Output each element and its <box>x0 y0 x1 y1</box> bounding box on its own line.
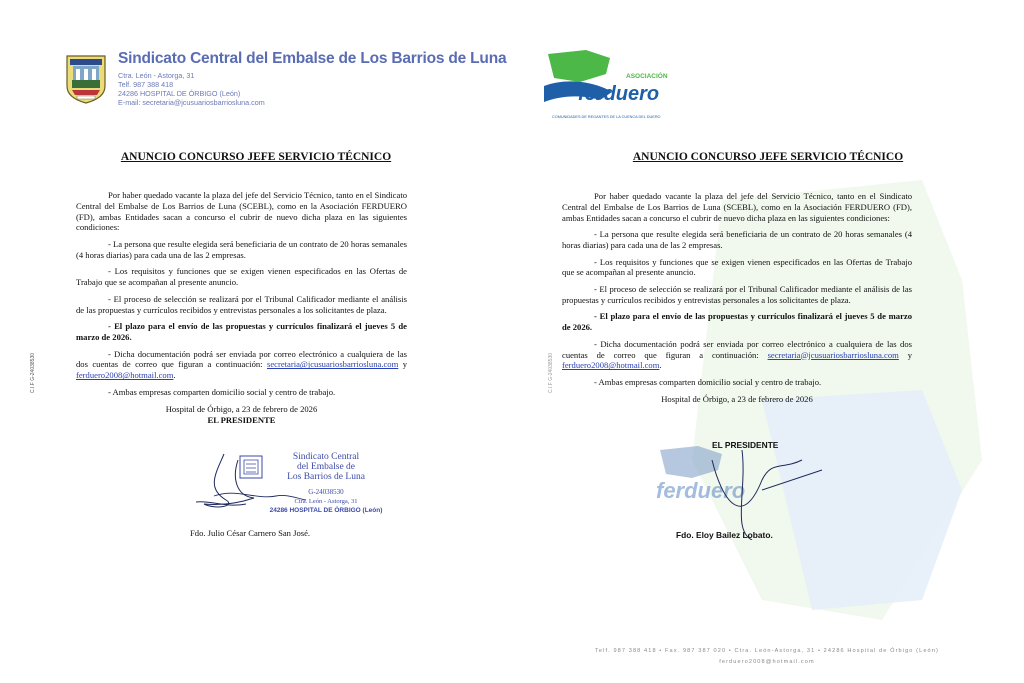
period: . <box>173 370 176 381</box>
org-name: Sindicato Central del Embalse de Los Barrios de Luna <box>118 50 507 67</box>
condition-selection: - El proceso de selección se realizará por el Tribunal Calificador mediante el análisis de las propuestas y currículos recibidos y entrevistas personales a los solicitantes de plaza. <box>76 293 407 315</box>
ferduero-logo <box>540 48 670 126</box>
page-footer <box>572 646 962 668</box>
date-line: Hospital de Órbigo, a 23 de febrero de 2026 <box>661 393 813 404</box>
and-word: y <box>907 349 913 360</box>
svg-text:ferduero: ferduero <box>656 478 746 503</box>
date-line: Hospital de Órbigo, a 23 de febrero de 2026 <box>165 403 318 414</box>
email-link-ferduero[interactable]: ferduero2008@hotmail.com <box>562 360 660 371</box>
stamp-line-2: del Embalse de <box>296 462 356 472</box>
cif-vertical: C.I.F G-24038530 <box>548 352 554 393</box>
email-link-secretaria[interactable]: secretaria@jcusuariosbarriosluna.com <box>267 359 399 370</box>
condition-email <box>76 349 407 381</box>
email-link-secretaria[interactable]: secretaria@jcusuariosbarriosluna.com <box>767 349 899 360</box>
org-email: E-mail: secretaria@jcusuariosbarriosluna.com <box>118 98 265 107</box>
condition-contract: - La persona que resulte elegida será beneficiaria de un contrato de 20 horas semanales (4 horas diarias) para cada una de las 2 empresas. <box>562 229 912 250</box>
and-word: y <box>402 359 408 370</box>
intro-paragraph: Por haber quedado vacante la plaza del jefe del Servicio Técnico, tanto en el Sindicato Central del Embalse de Los Barrios de Luna (SCEBL), como en la Asociación FERDUERO (FD), ambas Entidades sacan a concurso el cubrir de nuevo dicha plaza en las siguientes condiciones: <box>76 190 407 233</box>
logo-tagline: COMUNIDADES DE REGANTES DE LA CUENCA DEL DUERO <box>552 115 661 119</box>
signatory-name: Fdo. Eloy Bailez Lobato. <box>676 530 773 540</box>
email-instructions: - Dicha documentación podrá ser enviada por correo electrónico a cualquiera de las dos cuentas de correo que figuran a continuación: <box>76 348 407 370</box>
email-instructions: - Dicha documentación podrá ser enviada por correo electrónico a cualquiera de las dos cuentas de correo que figuran a continuación: <box>562 338 912 360</box>
condition-deadline: - El plazo para el envío de las propuestas y currículos finalizará el jueves 5 de marzo de 2026. <box>562 311 912 333</box>
condition-email <box>562 339 912 371</box>
signatory-name: Fdo. Julio César Carnero San José. <box>190 528 311 538</box>
stamp-address: Ctra. León - Astorga, 31 <box>294 498 358 505</box>
cif-vertical: C.I.F G-24038530 <box>30 352 36 393</box>
stamp-line-1: Sindicato Central <box>292 452 360 462</box>
document-body <box>562 191 912 410</box>
condition-deadline: - El plazo para el envío de las propuestas y currículos finalizará el jueves 5 de marzo de 2026. <box>76 321 407 342</box>
org-address: Ctra. León - Astorga, 31 <box>118 71 195 80</box>
official-stamp <box>196 448 386 526</box>
logo-name: ferduero <box>578 83 660 105</box>
intro-paragraph: Por haber quedado vacante la plaza del jefe del Servicio Técnico, tanto en el Sindicato Central del Embalse de Los Barrios de Luna (SCEBL), como en la Asociación FERDUERO (FD), ambas Entidades sacan a concurso el cubrir de nuevo dicha plaza en las siguientes condiciones: <box>562 191 912 223</box>
email-link-ferduero[interactable]: ferduero2008@hotmail.com <box>76 370 174 381</box>
footer-email: ferduero2008@hotmail.com <box>719 659 815 665</box>
footer-contact: Telf. 987 388 418 • Fax. 987 387 020 • Ctra. León-Astorga, 31 • 24286 Hospital de Órbigo (León) <box>595 648 939 654</box>
ferduero-stamp <box>652 440 832 540</box>
period: . <box>659 360 662 371</box>
document-title: ANUNCIO CONCURSO JEFE SERVICIO TÉCNICO <box>120 151 392 163</box>
crest-logo <box>64 52 108 104</box>
condition-requirements: - Los requisitos y funciones que se exigen vienen especificados en las Ofertas de Trabajo que se acompañan al presente anuncio. <box>562 256 912 278</box>
condition-selection: - El proceso de selección se realizará por el Tribunal Calificador mediante el análisis de las propuestas y currículos recibidos y entrevistas personales a los solicitantes de plaza. <box>562 283 912 305</box>
stamp-city: 24286 HOSPITAL DE ÓRBIGO (León) <box>269 507 383 514</box>
president-title: EL PRESIDENTE <box>712 440 779 450</box>
condition-shared-office: - Ambas empresas comparten domicilio social y centro de trabajo. <box>108 386 336 397</box>
right-document <box>512 0 1024 683</box>
org-city: 24286 HOSPITAL DE ÓRBIGO (León) <box>118 89 241 98</box>
logo-asociacion: ASOCIACIÓN <box>626 73 668 80</box>
stamp-line-3: Los Barrios de Luna <box>287 472 365 482</box>
stamp-cif: G-24038530 <box>308 488 344 496</box>
org-phone: Telf. 987 388 418 <box>118 80 174 89</box>
condition-requirements: - Los requisitos y funciones que se exigen vienen especificados en las Ofertas de Trabajo que se acompañan al presente anuncio. <box>76 266 407 288</box>
org-header <box>118 50 507 107</box>
president-title: EL PRESIDENTE <box>207 415 276 426</box>
document-title: ANUNCIO CONCURSO JEFE SERVICIO TÉCNICO <box>632 151 904 163</box>
condition-shared-office: - Ambas empresas comparten domicilio social y centro de trabajo. <box>594 376 822 387</box>
document-body <box>76 190 407 432</box>
condition-contract: - La persona que resulte elegida será beneficiaria de un contrato de 20 horas semanales (4 horas diarias) para cada una de las 2 empresas. <box>76 238 407 260</box>
